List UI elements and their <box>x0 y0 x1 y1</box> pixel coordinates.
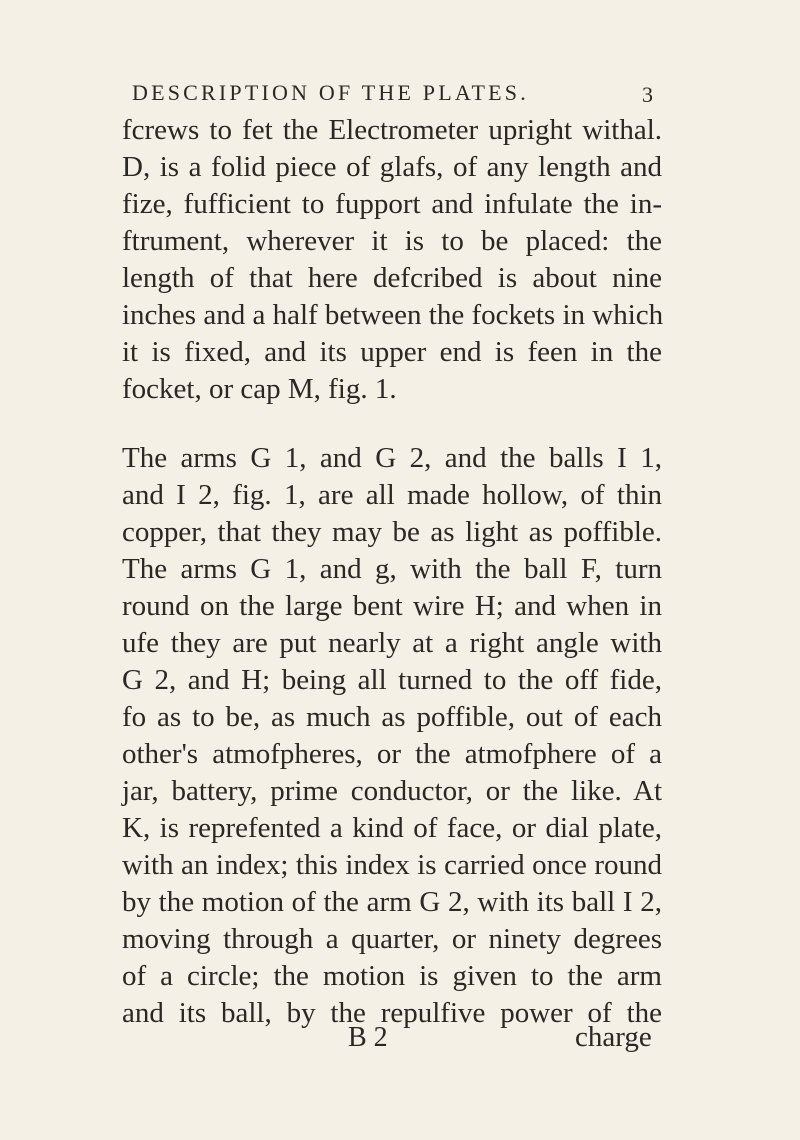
text-line: with an index; this index is carried once round <box>122 849 662 881</box>
text-line: K, is reprefented a kind of face, or dial plate, <box>122 812 662 844</box>
text-line: of a circle; the motion is given to the arm <box>122 960 662 992</box>
text-line: ufe they are put nearly at a right angle with <box>122 627 662 659</box>
text-line: D, is a folid piece of glafs, of any length and <box>122 151 662 183</box>
text-line: fo as to be, as much as poffible, out of each <box>122 701 662 733</box>
text-line: G 2, and H; being all turned to the off fide, <box>122 664 662 696</box>
text-line: and its ball, by the repulfive power of the <box>122 997 662 1029</box>
text-line: fize, fufficient to fupport and infulate the in- <box>122 188 662 220</box>
text-line: it is fixed, and its upper end is feen in the <box>122 336 662 368</box>
text-line: other's atmofpheres, or the atmofphere of a <box>122 738 662 770</box>
text-line: The arms G 1, and g, with the ball F, turn <box>122 553 662 585</box>
text-line: length of that here defcribed is about nine <box>122 262 662 294</box>
text-line: moving through a quarter, or ninety degrees <box>122 923 662 955</box>
text-line: copper, that they may be as light as poffible. <box>122 516 662 548</box>
catchword: charge <box>575 1021 652 1053</box>
text-line: and I 2, fig. 1, are all made hollow, of thin <box>122 479 662 511</box>
text-line: focket, or cap M, fig. 1. <box>122 373 397 405</box>
running-head: DESCRIPTION OF THE PLATES. <box>132 80 529 105</box>
text-line: by the motion of the arm G 2, with its ball I 2, <box>122 886 662 918</box>
text-line: ftrument, wherever it is to be placed: the <box>122 225 662 257</box>
page-number: 3 <box>642 82 653 107</box>
text-line: jar, battery, prime conductor, or the like. At <box>122 775 662 807</box>
text-line: inches and a half between the fockets in which <box>122 299 664 331</box>
signature-mark: B 2 <box>348 1022 388 1053</box>
text-line: The arms G 1, and G 2, and the balls I 1, <box>122 442 662 474</box>
text-line: fcrews to fet the Electrometer upright withal. <box>122 114 662 146</box>
text-line: round on the large bent wire H; and when in <box>122 590 662 622</box>
